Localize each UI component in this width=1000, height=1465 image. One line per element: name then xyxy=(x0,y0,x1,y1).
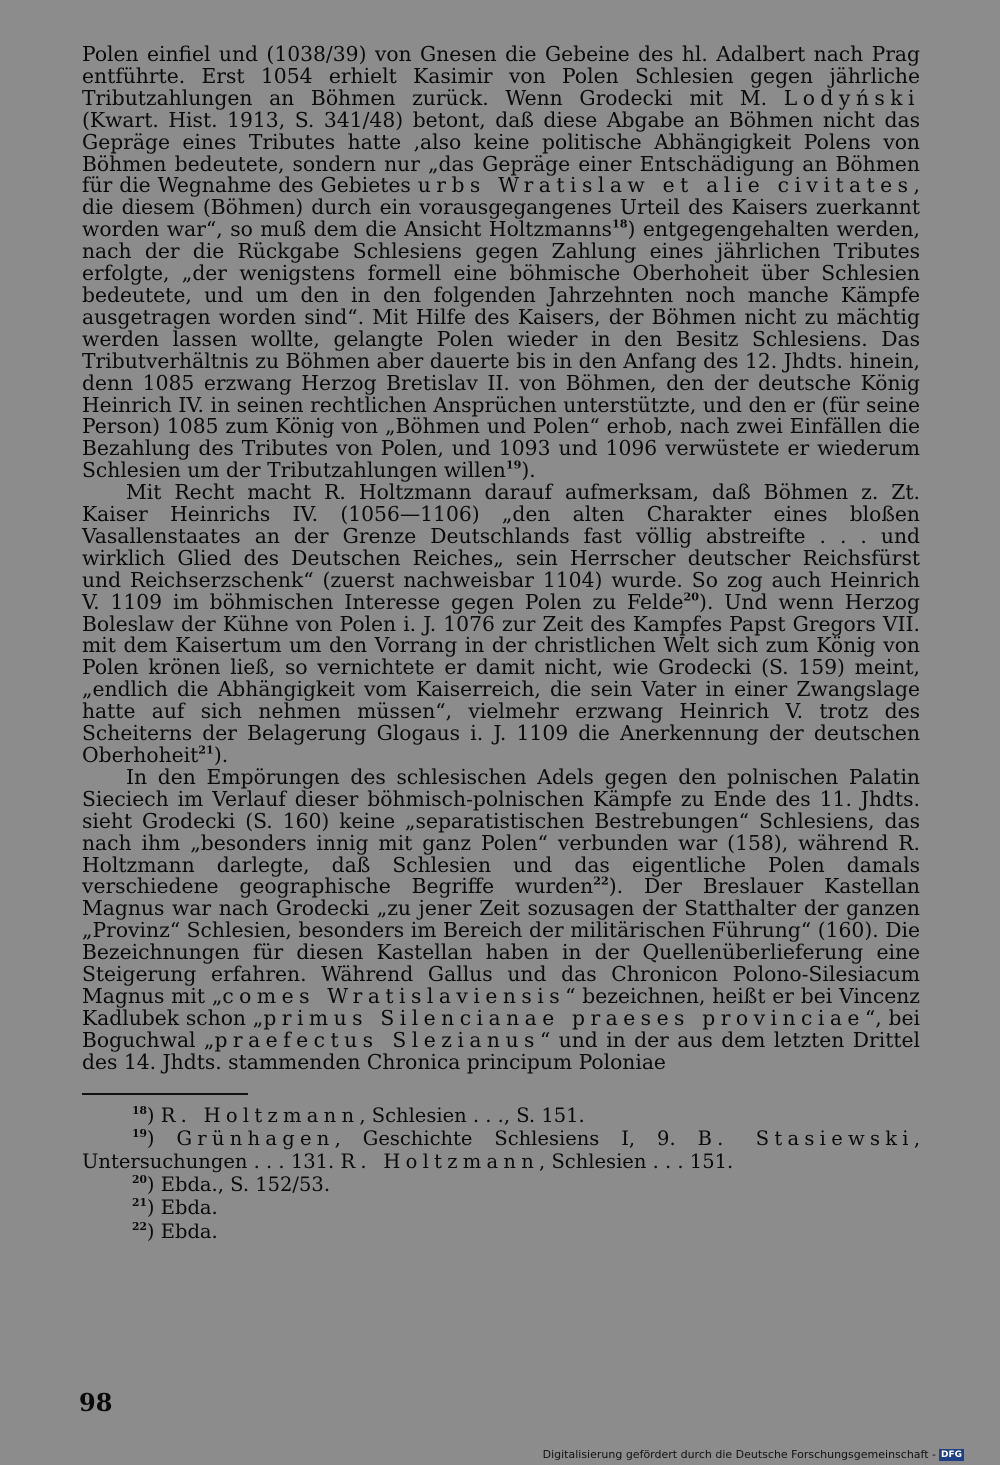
page-content xyxy=(82,44,920,1243)
footnote-ref: 21 xyxy=(198,743,214,757)
main-text xyxy=(82,44,920,1074)
spaced-quote: praefectus Slezianus xyxy=(214,1027,540,1052)
footnote-21: $^{21}$) Ebda. xyxy=(132,1196,218,1220)
spaced-name: Lodyński xyxy=(783,85,920,110)
footnote-ref: 19 xyxy=(505,458,522,472)
spaced-quote: primus Silencianae praeses provinciae xyxy=(263,1005,865,1030)
paragraph-3: In den Empörungen des schlesischen Adels gegen den polnischen Palatin Sieciech im Verlauf dieser böhmisch-polnischen Kämpfe zu Ende des 11. Jhdts. sieht Grodecki (S. 160) keine „separatistischen Bestrebungen“ Schlesiens, das nach ihm „besonders innig mit ganz Polen“ verbunden war (158), während R. Holtzmann darlegte, daß Schlesien und das eigentliche Polen damals verschiedene geographische Begriffe wurden$^{22}$). Der Breslauer Kastellan Magnus war nach Grodecki „zu jener Zeit sozusagen der Statthalter der ganzen „Provinz“ Schlesien, besonders im Bereich der militärischen Führung“ (160). Die Bezeichnungen für diesen Kastellan haben in der Quellenüberlieferung eine Steigerung erfahren. Während Gallus und das Chronicon Polono-Silesiacum Magnus mit „comes Wratislaviensis“ bezeichnen, heißt er bei Vincenz Kadlubek schon „primus Silencianae praeses provinciae“, bei Boguchwal „praefectus Slezianus“ und in der aus dem letzten Drittel des 14. Jhdts. stammenden Chronica principum Poloniae xyxy=(82,764,920,1074)
spaced-quote: urbs Wratislaw et alie civitates xyxy=(417,173,914,198)
footnote-22: $^{22}$) Ebda. xyxy=(132,1219,218,1243)
footnotes xyxy=(82,1104,920,1243)
footnote-ref: 20 xyxy=(683,590,700,604)
footnote-18: $^{18}$) R. Holtzmann, Schlesien . . ., S. 151. xyxy=(132,1103,585,1127)
paragraph-2: Mit Recht macht R. Holtzmann darauf aufmerksam, daß Böhmen z. Zt. Kaiser Heinrichs IV. (1056—1106) „den alten Charakter eines bloßen Vasallenstaates an der Grenze Deutschlands fast völlig abstreifte . . . und wirklich Glied des Deutschen Reiches„ sein Herrscher deutscher Reichsfürst und Reichserzschenk“ (zuerst nachweisbar 1104) wurde. So zog auch Heinrich V. 1109 im böhmischen Interesse gegen Polen zu Felde$^{20}$). Und wenn Herzog Boleslaw der Kühne von Polen i. J. 1076 zur Zeit des Kampfes Papst Gregors VII. mit dem Kaisertum um den Vorrang in der christlichen Welt sich zum König von Polen krönen ließ, so vernichtete er damit nicht, wie Grodecki (S. 159) meint, „endlich die Abhängigkeit vom Kaiserreich, die sein Vater in einer Zwangslage hatte auf sich nehmen müssen“, vielmehr erzwang Heinrich V. trotz des Scheiterns der Belagerung Glogaus i. J. 1109 die Anerkennung der deutschen Oberhoheit$^{21}$). xyxy=(82,480,920,767)
footnote-20: $^{20}$) Ebda., S. 152/53. xyxy=(132,1173,331,1197)
credit-text: Digitalisierung gefördert durch die Deutsche Forschungsgemeinschaft - xyxy=(542,1448,936,1461)
footnote-divider xyxy=(82,1093,248,1095)
dfg-logo-icon: DFG xyxy=(940,1449,962,1460)
digitization-credit xyxy=(543,1448,964,1461)
page-number: 98 xyxy=(79,1388,113,1417)
footnote-ref: 18 xyxy=(611,217,628,231)
footnote-19: $^{19}$) Grünhagen, Geschichte Schlesiens I, 9. B. Stasiewski, Untersuchungen . . . 131. R. Holtzmann, Schlesien . . . 151. xyxy=(82,1126,921,1173)
paragraph-1: Polen einfiel und (1038/39) von Gnesen die Gebeine des hl. Adalbert nach Prag entführte. Erst 1054 erhielt Kasimir von Polen Schlesien gegen jährliche Tributzahlungen an Böhmen zurück. Wenn Grodecki mit M. Lodyński (Kwart. Hist. 1913, S. 341/48) betont, daß diese Abgabe an Böhmen nicht das Gepräge eines Tributes hatte ,also keine politische Abhängigkeit Polens von Böhmen bedeutete, sondern nur „das Gepräge einer Entschädigung an Böhmen für die Wegnahme des Gebietes urbs Wratislaw et alie civitates, die diesem (Böhmen) durch ein vorausgegangenes Urteil des Kaisers zuerkannt worden war“, so muß dem die Ansicht Holtzmanns$^{18}$) entgegengehalten werden, nach der die Rückgabe Schlesiens gegen Zahlung eines jährlichen Tributes erfolgte, „der wenigstens formell eine böhmische Oberhoheit über Schlesien bedeutete, und um den in den folgenden Jahrzehnten noch manche Kämpfe ausgetragen worden sind“. Mit Hilfe des Kaisers, der Böhmen nicht zu mächtig werden lassen wollte, gelangte Polen wieder in den Besitz Schlesiens. Das Tributverhältnis zu Böhmen aber dauerte bis in den Anfang des 12. Jhdts. hinein, denn 1085 erzwang Herzog Bretislav II. von Böhmen, den der deutsche König Heinrich IV. in seinen rechtlichen Ansprüchen unterstützte, und den er (für seine Person) 1085 zum König von „Böhmen und Polen“ erhob, nach zwei Einfällen die Bezahlung des Tributes von Polen, und 1093 und 1096 verwüstete er wiederum Schlesien um der Tributzahlungen willen$^{19}$). xyxy=(82,42,920,483)
spaced-quote: comes Wratislaviensis xyxy=(222,983,566,1008)
footnote-ref: 22 xyxy=(593,875,609,889)
